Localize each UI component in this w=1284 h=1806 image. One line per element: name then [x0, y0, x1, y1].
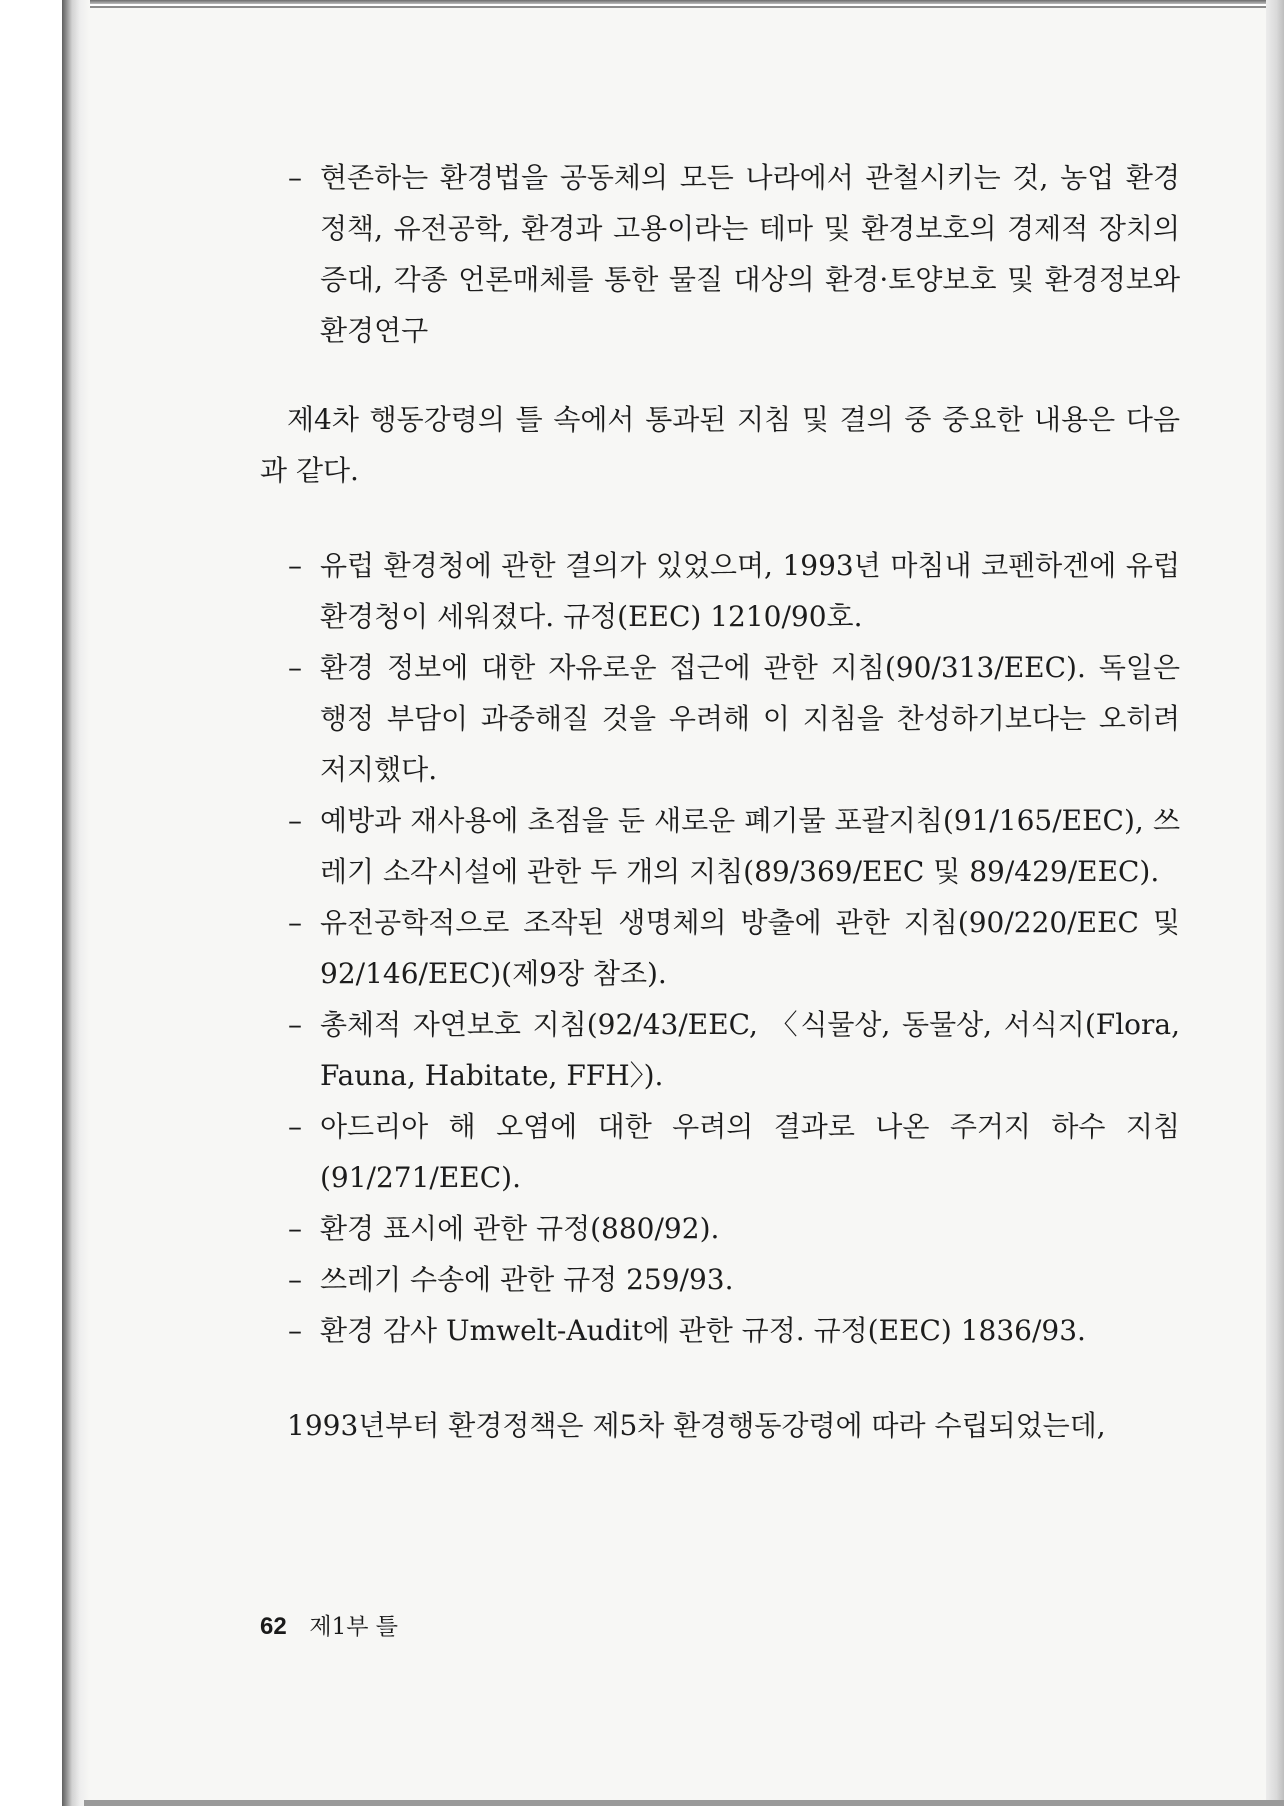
page-content — [260, 152, 1180, 1451]
page-binding-shadow — [62, 0, 90, 1806]
dash-bullet: – — [288, 161, 302, 194]
page-edge-right — [1266, 0, 1284, 1806]
directives-list — [260, 540, 1180, 1356]
dash-bullet: – — [288, 549, 302, 582]
dash-bullet: – — [288, 1212, 302, 1245]
list-item — [260, 1254, 1180, 1305]
page-footer — [260, 1608, 398, 1641]
page-edge-top — [62, 0, 1284, 4]
list-item-text: 총체적 자연보호 지침(92/43/EEC, 〈식물상, 동물상, 서식지(Flora, Fauna, Habitate, FFH〉). — [320, 1008, 1180, 1092]
paragraph-intro: 제4차 행동강령의 틀 속에서 통과된 지침 및 결의 중 중요한 내용은 다음과 같다. — [260, 403, 1180, 487]
page-number: 62 — [260, 1613, 287, 1640]
dash-bullet: – — [288, 1314, 302, 1347]
list-item — [260, 897, 1180, 999]
dash-bullet: – — [288, 1263, 302, 1296]
dash-bullet: – — [288, 1110, 302, 1143]
list-item-text: 유전공학적으로 조작된 생명체의 방출에 관한 지침(90/220/EEC 및 92/146/EEC)(제9장 참조). — [320, 906, 1180, 990]
list-item — [260, 540, 1180, 642]
list-item-text: 환경 감사 Umwelt-Audit에 관한 규정. 규정(EEC) 1836/93. — [320, 1314, 1086, 1347]
running-section-title: 제1부 틀 — [309, 1614, 398, 1640]
list-item — [260, 1203, 1180, 1254]
list-item-text: 유럽 환경청에 관한 결의가 있었으며, 1993년 마침내 코펜하겐에 유럽 환경청이 세워졌다. 규정(EEC) 1210/90호. — [320, 549, 1180, 633]
dash-bullet: – — [288, 804, 302, 837]
dash-bullet: – — [288, 651, 302, 684]
list-item-text: 예방과 재사용에 초점을 둔 새로운 폐기물 포괄지침(91/165/EEC), 쓰레기 소각시설에 관한 두 개의 지침(89/369/EEC 및 89/429/EEC). — [320, 804, 1180, 888]
list-item-text: 아드리아 해 오염에 대한 우려의 결과로 나온 주거지 하수 지침(91/271/EEC). — [320, 1110, 1180, 1194]
dash-bullet: – — [288, 906, 302, 939]
list-item — [260, 999, 1180, 1101]
list-item-text: 환경 표시에 관한 규정(880/92). — [320, 1212, 720, 1245]
list-item-text: 환경 정보에 대한 자유로운 접근에 관한 지침(90/313/EEC). 독일은 행정 부담이 과중해질 것을 우려해 이 지침을 찬성하기보다는 오히려 저지했다. — [320, 651, 1180, 786]
list-item — [260, 1305, 1180, 1356]
page-edge-bottom — [84, 1800, 1284, 1806]
list-item-text: 현존하는 환경법을 공동체의 모든 나라에서 관철시키는 것, 농업 환경정책, 유전공학, 환경과 고용이라는 테마 및 환경보호의 경제적 장치의 증대, 각종 언론매체를 통한 물질 대상의 환경·토양보호 및 환경정보와 환경연구 — [320, 161, 1180, 347]
paragraph-continuation: 1993년부터 환경정책은 제5차 환경행동강령에 따라 수립되었는데, — [287, 1409, 1106, 1442]
list-item-text: 쓰레기 수송에 관한 규정 259/93. — [320, 1263, 734, 1296]
dash-bullet: – — [288, 1008, 302, 1041]
list-item — [260, 152, 1180, 356]
top-list — [260, 152, 1180, 356]
list-item — [260, 1101, 1180, 1203]
list-item — [260, 642, 1180, 795]
list-item — [260, 795, 1180, 897]
